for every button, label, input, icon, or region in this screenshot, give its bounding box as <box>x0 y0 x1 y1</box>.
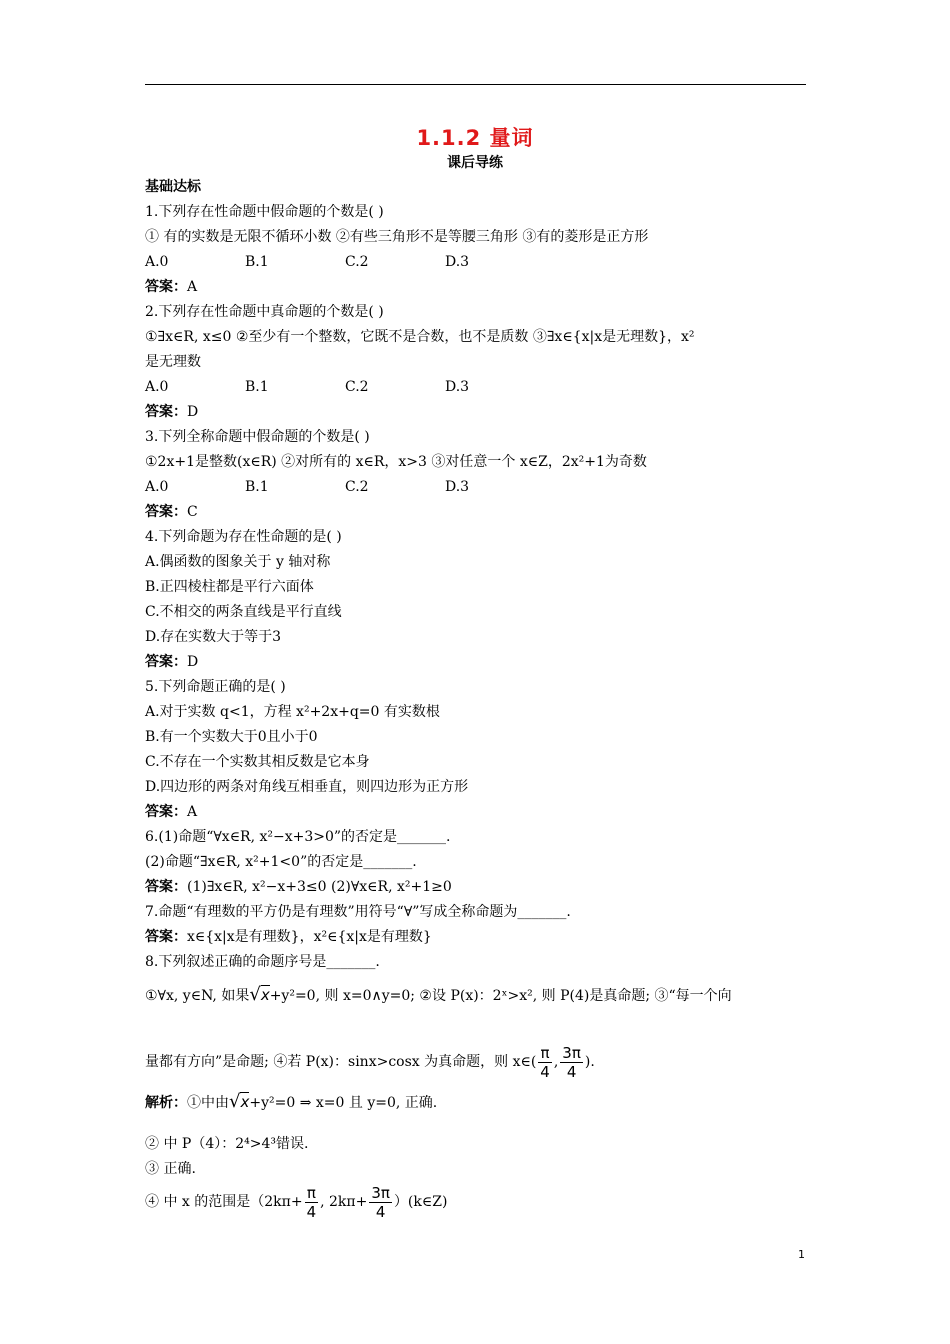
q2-answer <box>145 400 810 425</box>
q4-stem: 4.下列命题为存在性命题的是( ) <box>145 529 342 545</box>
option-d: D.3 <box>445 479 470 495</box>
q1-options <box>145 250 810 275</box>
q6-part1: 6.(1)命题“∀x∈R, x²−x+3>0”的否定是_______. <box>145 829 451 845</box>
option-b: B.1 <box>245 479 269 495</box>
q2-items-line2: 是无理数 <box>145 354 201 370</box>
fraction-pi-over-4 <box>305 1184 319 1221</box>
page-number: 1 <box>798 1248 805 1261</box>
q8-text: ). <box>584 1054 595 1070</box>
q8-statement-line1 <box>145 975 810 1015</box>
q2-items-line1: ①∃x∈R, x≤0 ②至少有一个整数，它既不是合数，也不是质数 ③∃x∈{x|x是无理数}，x² <box>145 329 695 345</box>
fraction-denominator: 4 <box>566 1062 577 1081</box>
q3-items: ①2x+1是整数(x∈R) ②对所有的 x∈R，x>3 ③对任意一个 x∈Z，2x²+1为奇数 <box>145 454 647 470</box>
q5-answer <box>145 800 810 825</box>
q7-stem: 7.命题“有理数的平方仍是有理数”用符号“∀”写成全称命题为_______. <box>145 904 571 920</box>
answer-label: 答案： <box>145 504 187 520</box>
fraction-numerator: 3π <box>562 1043 581 1062</box>
answer-value: C <box>187 504 198 520</box>
q5-choice-a: A.对于实数 q<1，方程 x²+2x+q=0 有实数根 <box>145 704 440 720</box>
option-b: B.1 <box>245 379 269 395</box>
analysis-text: ①中由 <box>187 1095 229 1111</box>
fraction-numerator: 3π <box>371 1183 390 1202</box>
answer-value: D <box>187 654 199 670</box>
option-c: C.2 <box>345 479 369 495</box>
page-title: 1.1.2 量词 <box>416 126 534 150</box>
q3-stem: 3.下列全称命题中假命题的个数是( ) <box>145 429 370 445</box>
fraction-pi-over-4 <box>538 1044 552 1081</box>
answer-label: 答案： <box>145 929 187 945</box>
analysis-text: ④ 中 x 的范围是（2kπ+ <box>145 1194 303 1210</box>
option-a: A.0 <box>145 379 169 395</box>
q8-stem: 8.下列叙述正确的命题序号是_______. <box>145 954 380 970</box>
answer-label: 答案： <box>145 879 187 895</box>
q8-analysis-4 <box>145 1182 810 1222</box>
fraction-denominator: 4 <box>540 1062 550 1081</box>
q5-choice-d: D.四边形的两条对角线互相垂直，则四边形为正方形 <box>145 779 469 795</box>
answer-label: 答案： <box>145 804 187 820</box>
sqrt-symbol: √x <box>229 1091 250 1112</box>
q6-part2: (2)命题“∃x∈R, x²+1<0”的否定是_______. <box>145 854 417 870</box>
q7-answer <box>145 925 810 950</box>
section-heading: 基础达标 <box>145 179 201 195</box>
q8-statement-line2 <box>145 1042 810 1082</box>
analysis-text: +y²=0 ⇒ x=0 且 y=0, 正确. <box>249 1095 438 1111</box>
q3-options <box>145 475 810 500</box>
option-a: A.0 <box>145 479 169 495</box>
q6-answer <box>145 875 810 900</box>
fraction-3pi-over-4 <box>560 1044 583 1081</box>
page-subtitle: 课后导练 <box>447 155 503 171</box>
answer-value: (1)∃x∈R, x²−x+3≤0 (2)∀x∈R, x²+1≥0 <box>187 879 452 895</box>
q1-items: ① 有的实数是无限不循环小数 ②有些三角形不是等腰三角形 ③有的菱形是正方形 <box>145 229 649 245</box>
q4-answer <box>145 650 810 675</box>
q2-stem: 2.下列存在性命题中真命题的个数是( ) <box>145 304 384 320</box>
q4-choice-b: B.正四棱柱都是平行六面体 <box>145 579 314 595</box>
document-body <box>145 175 810 1222</box>
fraction-numerator: π <box>305 1184 319 1203</box>
q8-analysis-2: ② 中 P（4）：2⁴>4³错误. <box>145 1136 309 1152</box>
q8-text: +y²=0, 则 x=0∧y=0; ②设 P(x)：2ˣ>x², 则 P(4)是真命题; ③“每一个向 <box>269 988 732 1004</box>
q5-choice-b: B.有一个实数大于0且小于0 <box>145 729 318 745</box>
fraction-3pi-over-4 <box>369 1184 392 1221</box>
answer-label: 答案： <box>145 279 187 295</box>
answer-value: A <box>187 804 198 820</box>
q8-comma: , <box>553 1054 559 1070</box>
analysis-text: ）(k∈Z) <box>393 1194 448 1210</box>
q4-choice-c: C.不相交的两条直线是平行直线 <box>145 604 342 620</box>
q1-answer <box>145 275 810 300</box>
q4-choice-a: A.偶函数的图象关于 y 轴对称 <box>145 554 331 570</box>
q8-text: 量都有方向”是命题; ④若 P(x)：sinx>cosx 为真命题，则 x∈( <box>145 1054 537 1070</box>
analysis-label: 解析： <box>145 1095 187 1111</box>
fraction-denominator: 4 <box>375 1202 386 1221</box>
q4-choice-d: D.存在实数大于等于3 <box>145 629 282 645</box>
option-a: A.0 <box>145 254 169 270</box>
header-rule <box>145 84 806 85</box>
option-d: D.3 <box>445 379 470 395</box>
q3-answer <box>145 500 810 525</box>
sqrt-symbol: √x <box>249 984 270 1005</box>
q8-analysis-1 <box>145 1082 810 1122</box>
sqrt-radicand: x <box>240 1093 250 1111</box>
option-c: C.2 <box>345 254 369 270</box>
option-c: C.2 <box>345 379 369 395</box>
answer-label: 答案： <box>145 654 187 670</box>
answer-value: x∈{x|x是有理数}，x²∈{x|x是有理数} <box>187 929 432 945</box>
option-b: B.1 <box>245 254 269 270</box>
q5-choice-c: C.不存在一个实数其相反数是它本身 <box>145 754 370 770</box>
analysis-text: , 2kπ+ <box>320 1194 368 1210</box>
answer-value: A <box>187 279 198 295</box>
q2-options <box>145 375 810 400</box>
answer-value: D <box>187 404 199 420</box>
fraction-numerator: π <box>538 1044 552 1063</box>
q5-stem: 5.下列命题正确的是( ) <box>145 679 286 695</box>
option-d: D.3 <box>445 254 470 270</box>
fraction-denominator: 4 <box>306 1202 317 1221</box>
q8-text: ①∀x, y∈N, 如果 <box>145 988 250 1004</box>
sqrt-radicand: x <box>260 986 270 1004</box>
q8-analysis-3: ③ 正确. <box>145 1161 196 1177</box>
answer-label: 答案： <box>145 404 187 420</box>
q1-stem: 1.下列存在性命题中假命题的个数是( ) <box>145 204 384 220</box>
